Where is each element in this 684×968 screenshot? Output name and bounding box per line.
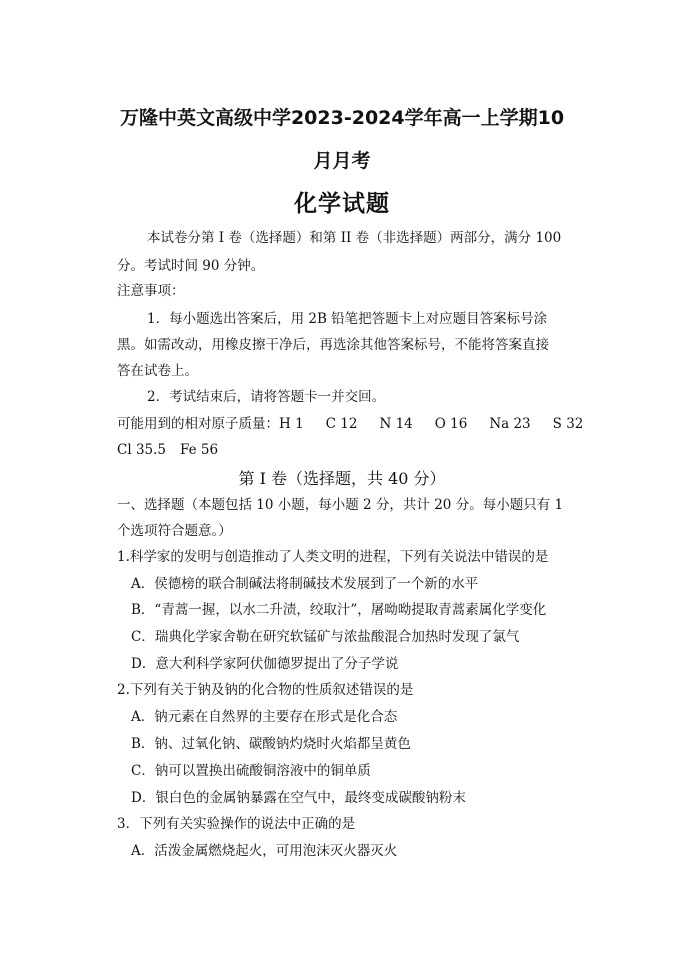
atomic-mass-cl: Cl 35.5 <box>117 442 166 458</box>
question-1-option-b: B．“青蒿一握，以水二升渍，绞取汁”，屠呦呦提取青蒿素属化学变化 <box>131 602 547 618</box>
notice-label: 注意事项： <box>117 283 185 299</box>
exam-title-line-1: 万隆中英文高级中学2023-2024学年高一上学期10 <box>119 107 565 129</box>
question-1-option-d: D．意大利科学家阿伏伽德罗提出了分子学说 <box>131 656 399 672</box>
notice-1-line-1: 1．每小题选出答案后，用 2B 铅笔把答题卡上对应题目答案标号涂 <box>147 311 548 327</box>
part-one-intro-line-1: 一、选择题（本题包括 10 小题，每小题 2 分，共计 20 分。每小题只有 1 <box>117 497 564 513</box>
question-3-stem: 3．下列有关实验操作的说法中正确的是 <box>117 816 356 832</box>
question-2-option-c: C．钠可以置换出硫酸铜溶液中的铜单质 <box>131 763 371 779</box>
intro-line-2: 分。考试时间 90 分钟。 <box>117 258 265 274</box>
atomic-mass-line-1 <box>117 415 583 433</box>
atomic-mass-o: O 16 <box>434 416 468 432</box>
question-2-option-d: D．银白色的金属钠暴露在空气中，最终变成碳酸钠粉末 <box>131 790 466 806</box>
notice-2: 2．考试结束后，请将答题卡一并交回。 <box>147 389 386 405</box>
question-2-option-a: A．钠元素在自然界的主要存在形式是化合态 <box>131 709 398 725</box>
atomic-mass-line-2 <box>117 441 218 459</box>
question-2-stem: 2.下列有关于钠及钠的化合物的性质叙述错误的是 <box>117 682 414 698</box>
atomic-mass-s: S 32 <box>552 416 584 432</box>
atomic-mass-na: Na 23 <box>489 416 531 432</box>
notice-1-line-2: 黑。如需改动，用橡皮擦干净后，再选涂其他答案标号，不能将答案直接 <box>117 337 549 353</box>
question-3-option-a: A．活泼金属燃烧起火，可用泡沫灭火器灭火 <box>131 843 398 859</box>
intro-line-1: 本试卷分第 I 卷（选择题）和第 II 卷（非选择题）两部分，满分 100 <box>147 230 562 246</box>
part-one-intro-line-2: 个选项符合题意。） <box>117 523 232 539</box>
question-1-option-c: C．瑞典化学家舍勒在研究软锰矿与浓盐酸混合加热时发现了氯气 <box>131 629 520 645</box>
question-1-stem: 1.科学家的发明与创造推动了人类文明的进程，下列有关说法中错误的是 <box>117 549 549 565</box>
atomic-mass-c: C 12 <box>325 416 358 432</box>
question-1-option-a: A．侯德榜的联合制碱法将制碱技术发展到了一个新的水平 <box>131 576 479 592</box>
atomic-mass-h: H 1 <box>279 416 304 432</box>
notice-1-line-3: 答在试卷上。 <box>117 363 198 379</box>
subject-title: 化学试题 <box>294 191 390 217</box>
atomic-mass-n: N 14 <box>379 416 413 432</box>
section-title: 第 I 卷（选择题，共 40 分） <box>238 469 446 488</box>
question-2-option-b: B．钠、过氧化钠、碳酸钠灼烧时火焰都呈黄色 <box>131 736 411 752</box>
atomic-mass-label: 可能用到的相对原子质量： <box>117 416 279 432</box>
atomic-mass-fe: Fe 56 <box>180 442 219 458</box>
exam-title-line-2: 月月考 <box>313 150 371 172</box>
